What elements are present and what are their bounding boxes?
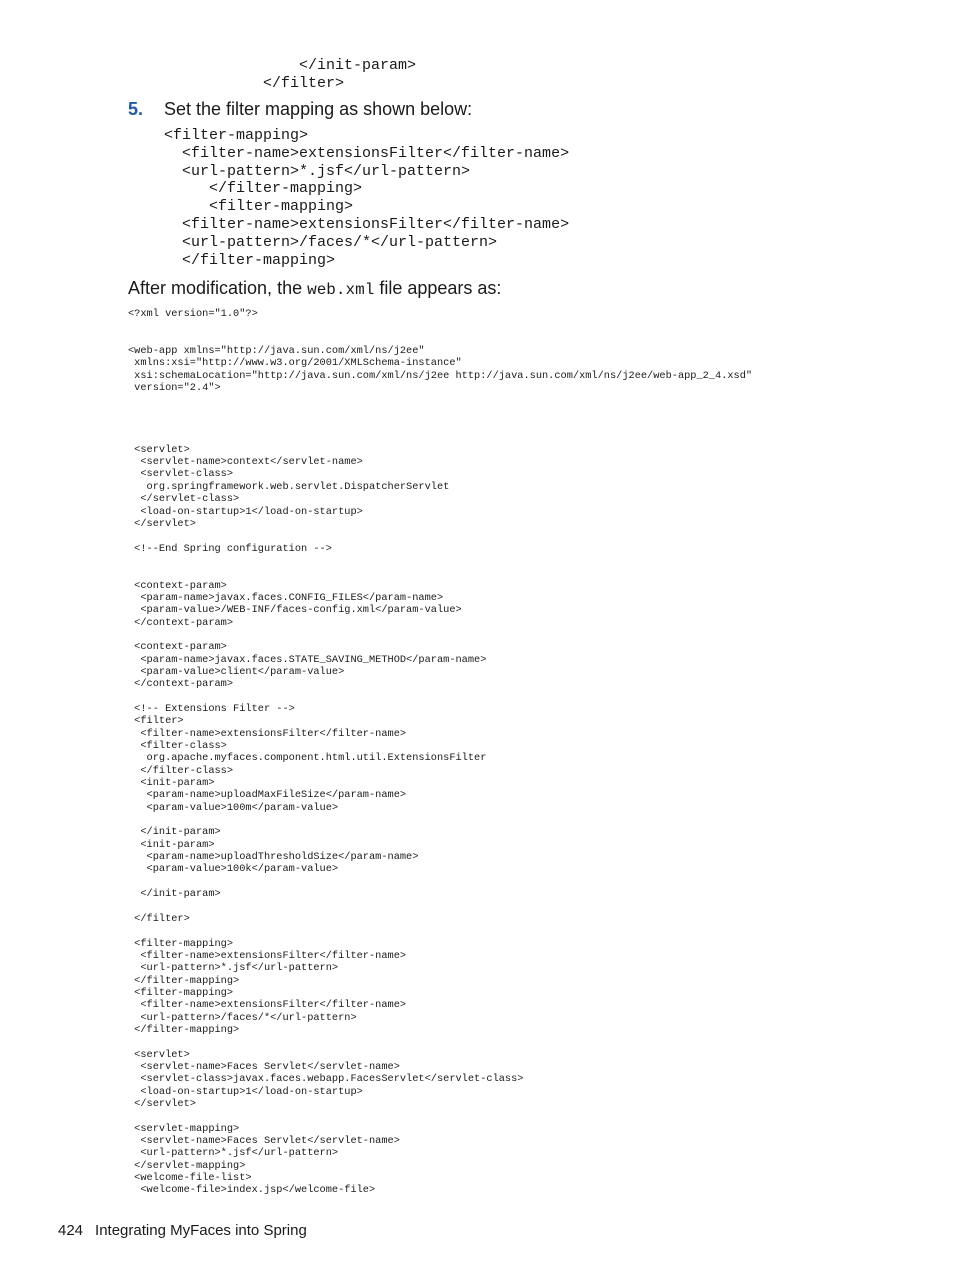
page-number: 424 xyxy=(58,1222,84,1239)
code-block-init-param-close: </init-param> </filter> xyxy=(263,57,417,92)
page-footer xyxy=(58,1222,307,1239)
code-block-web-xml: <?xml version="1.0"?> <web-app xmlns="http://java.sun.com/xml/ns/j2ee" xmlns:xsi="http://www.w3.org/2001/XMLSchema-instance" xsi:schemaLocation="http://java.sun.com/xml/ns/j2ee http://java.sun.com/xml/ns/j2ee/web-app_2_4.xsd" version="2.4"> <servlet> <servlet-name>context</servlet-name> <servlet-class> org.springframework.web.servlet.DispatcherServlet </servlet-class> <load-on-startup>1</load-on-startup> </servlet> <!--End Spring configuration --> <context-param> <param-name>javax.faces.CONFIG_FILES</param-name> <param-value>/WEB-INF/faces-config.xml</param-value> </context-param> <context-param> <param-name>javax.faces.STATE_SAVING_METHOD</param-name> <param-value>client</param-value> </context-param> <!-- Extensions Filter --> <filter> <filter-name>extensionsFilter</filter-name> <filter-class> org.apache.myfaces.component.html.util.ExtensionsFilter </filter-class> <init-param> <param-name>uploadMaxFileSize</param-name> <param-value>100m</param-value> </init-param> <init-param> <param-name>uploadThresholdSize</param-name> <param-value>100k</param-value> </init-param> </filter> <filter-mapping> <filter-name>extensionsFilter</filter-name> <url-pattern>*.jsf</url-pattern> </filter-mapping> <filter-mapping> <filter-name>extensionsFilter</filter-name> <url-pattern>/faces/*</url-pattern> </filter-mapping> <servlet> <servlet-name>Faces Servlet</servlet-name> <servlet-class>javax.faces.webapp.FacesServlet</servlet-class> <load-on-startup>1</load-on-startup> </servlet> <servlet-mapping> <servlet-name>Faces Servlet</servlet-name> <url-pattern>*.jsf</url-pattern> </servlet-mapping> <welcome-file-list> <welcome-file>index.jsp</welcome-file> xyxy=(128,308,753,1197)
paragraph-after-modification xyxy=(128,278,501,299)
step-5 xyxy=(128,99,472,120)
step-text: Set the filter mapping as shown below: xyxy=(164,99,473,119)
code-block-filter-mapping: <filter-mapping> <filter-name>extensionsFilter</filter-name> <url-pattern>*.jsf</url-pattern> </filter-mapping> <filter-mapping> <filter-name>extensionsFilter</filter-name> <url-pattern>/faces/*</url-pattern> </filter-mapping> xyxy=(164,127,570,269)
inline-code-web-xml: web.xml xyxy=(307,281,375,299)
para-text-before: After modification, the xyxy=(128,278,308,298)
chapter-title: Integrating MyFaces into Spring xyxy=(95,1222,307,1239)
para-text-after: file appears as: xyxy=(374,278,502,298)
step-number: 5. xyxy=(128,99,144,119)
